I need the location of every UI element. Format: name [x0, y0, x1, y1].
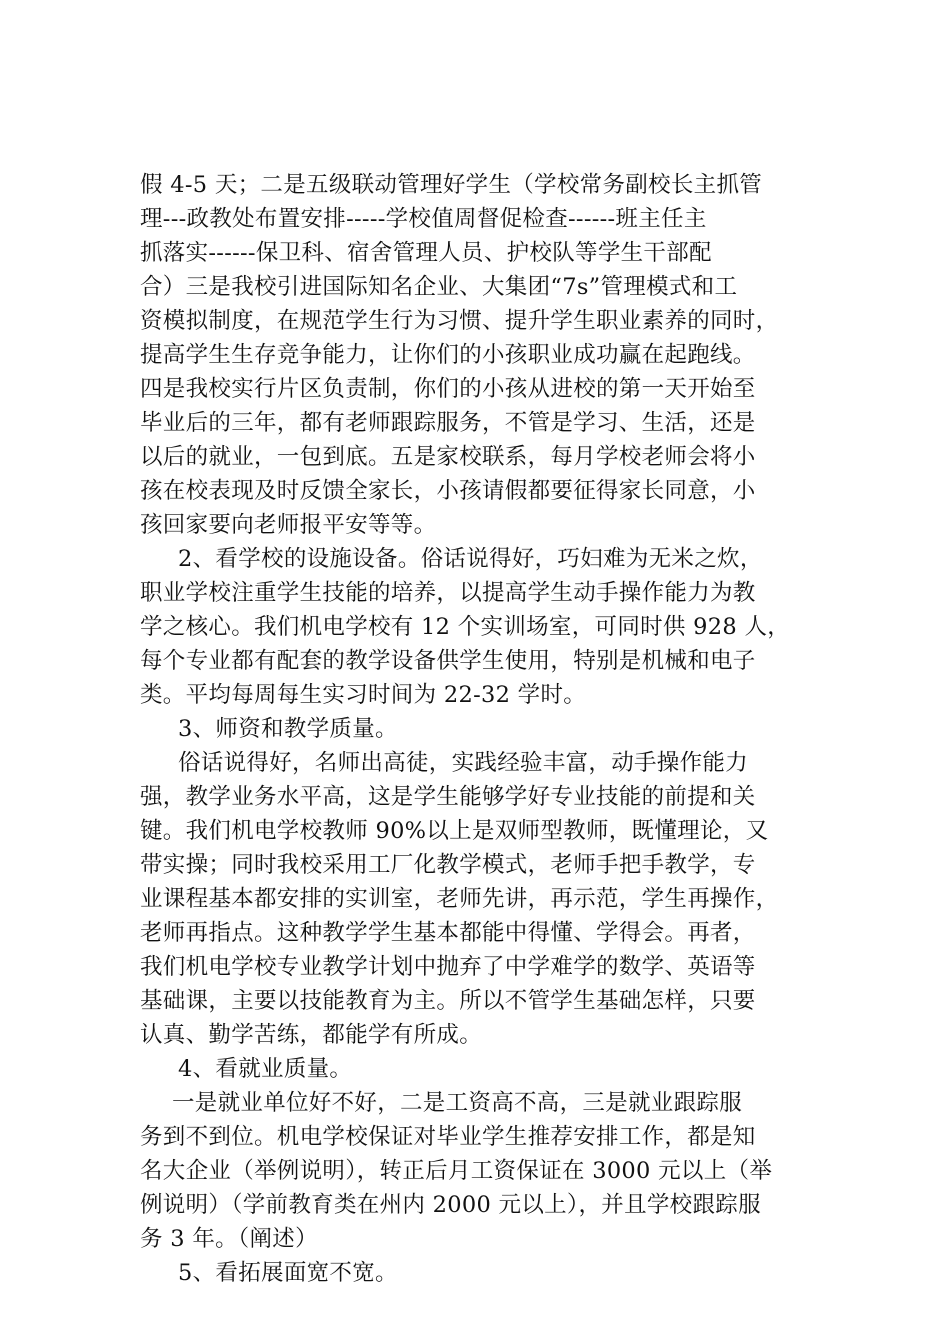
text-line: 名大企业（举例说明），转正后月工资保证在 3000 元以上（举: [140, 1158, 773, 1184]
section-heading: 2、看学校的设施设备。俗话说得好，巧妇难为无米之炊，: [178, 546, 763, 572]
text-line: 理---政教处布置安排-----学校值周督促检查------班主任主: [140, 206, 707, 232]
text-line: 合）三是我校引进国际知名企业、大集团“7s”管理模式和工: [140, 274, 738, 300]
text-line: 职业学校注重学生技能的培养，以提高学生动手操作能力为教: [140, 580, 756, 606]
text-line: 认真、勤学苦练，都能学有所成。: [140, 1022, 483, 1048]
text-line: 抓落实------保卫科、宿舍管理人员、护校队等学生干部配: [140, 240, 712, 266]
document-body: [140, 168, 840, 1290]
text-line: 基础课，主要以技能教育为主。所以不管学生基础怎样，只要: [140, 988, 756, 1014]
text-line: 老师再指点。这种教学学生基本都能中得懂、学得会。再者，: [140, 920, 756, 946]
text-line: 提高学生生存竞争能力，让你们的小孩职业成功赢在起跑线。: [140, 342, 756, 368]
text-line: 务到不到位。机电学校保证对毕业学生推荐安排工作，都是知: [140, 1124, 756, 1150]
section-heading: 4、看就业质量。: [178, 1056, 353, 1082]
text-line: 例说明）（学前教育类在州内 2000 元以上），并且学校跟踪服: [140, 1192, 761, 1218]
paragraph-start: 一是就业单位好不好，二是工资高不高，三是就业跟踪服: [172, 1090, 743, 1116]
text-line: 四是我校实行片区负责制，你们的小孩从进校的第一天开始至: [140, 376, 756, 402]
text-line: 假 4-5 天；二是五级联动管理好学生（学校常务副校长主抓管: [140, 172, 763, 198]
text-line: 孩回家要向老师报平安等等。: [140, 512, 437, 538]
text-line: 我们机电学校专业教学计划中抛弃了中学难学的数学、英语等: [140, 954, 756, 980]
text-line: 每个专业都有配套的教学设备供学生使用，特别是机械和电子: [140, 648, 756, 674]
text-line: 毕业后的三年，都有老师跟踪服务，不管是学习、生活，还是: [140, 410, 756, 436]
text-line: 资模拟制度，在规范学生行为习惯、提升学生职业素养的同时，: [140, 308, 779, 334]
text-line: 强，教学业务水平高，这是学生能够学好专业技能的前提和关: [140, 784, 756, 810]
text-line: 带实操；同时我校采用工厂化教学模式，老师手把手教学，专: [140, 852, 756, 878]
text-line: 业课程基本都安排的实训室，老师先讲，再示范，学生再操作，: [140, 886, 779, 912]
section-heading: 5、看拓展面宽不宽。: [178, 1260, 398, 1286]
paragraph-start: 俗话说得好，名师出高徒，实践经验丰富，动手操作能力: [178, 750, 749, 776]
section-heading: 3、师资和教学质量。: [178, 716, 398, 742]
text-line: 孩在校表现及时反馈全家长，小孩请假都要征得家长同意，小: [140, 478, 756, 504]
text-line: 类。平均每周每生实习时间为 22-32 学时。: [140, 682, 587, 708]
text-line: 键。我们机电学校教师 90%以上是双师型教师，既懂理论，又: [140, 818, 769, 844]
text-line: 以后的就业，一包到底。五是家校联系，每月学校老师会将小: [140, 444, 756, 470]
text-line: 学之核心。我们机电学校有 12 个实训场室，可同时供 928 人，: [140, 614, 791, 640]
text-line: 务 3 年。（阐述）: [140, 1226, 318, 1252]
